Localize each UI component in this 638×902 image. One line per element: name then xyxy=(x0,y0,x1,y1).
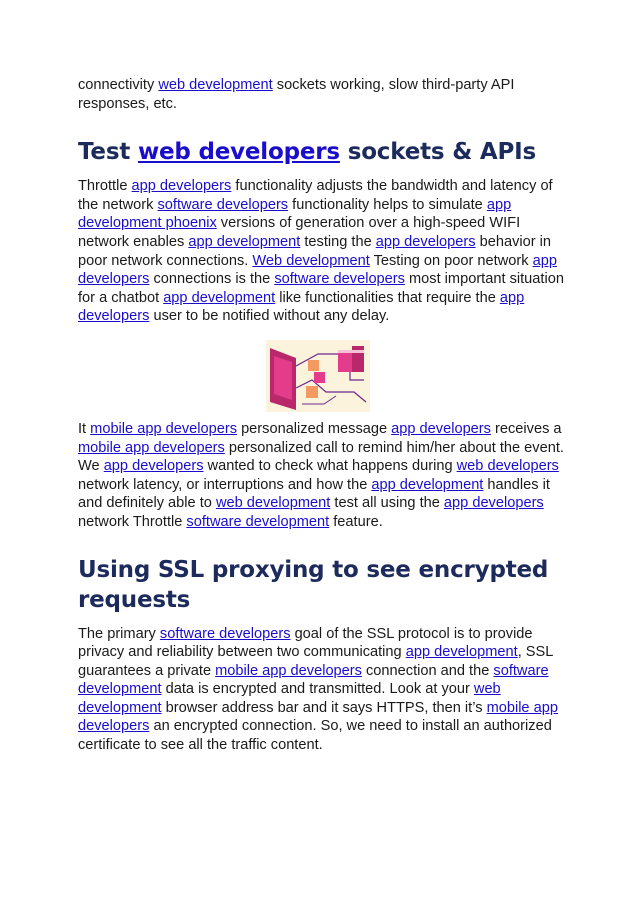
text-run: most important situation for a chatbot xyxy=(78,271,564,306)
heading-text: sockets & APIs xyxy=(339,139,536,166)
link-software-development[interactable]: software development xyxy=(186,513,330,530)
link-web-development[interactable]: Web development xyxy=(252,252,370,269)
network-illustration-svg xyxy=(266,340,370,412)
text-run: The primary xyxy=(78,625,160,642)
heading-text: Test xyxy=(78,139,138,166)
link-app-development[interactable]: app development xyxy=(405,644,518,661)
link-mobile-app-developers[interactable]: mobile app developers xyxy=(90,420,238,437)
text-run: Testing on poor network xyxy=(369,252,533,269)
text-run: functionality adjusts the bandwidth and latency of the network xyxy=(78,178,553,213)
illustration-server xyxy=(352,346,364,372)
text-run: network Throttle xyxy=(78,513,187,530)
text-run: feature. xyxy=(329,513,383,530)
illustration-cube xyxy=(314,372,325,383)
illustration-cube xyxy=(306,386,318,398)
text-run: functionality helps to simulate xyxy=(288,196,487,213)
link-software-developers[interactable]: software developers xyxy=(274,271,405,288)
link-app-developers[interactable]: app developers xyxy=(443,495,544,512)
text-run: goal of the SSL protocol is to provide privacy and reliability between two communicating xyxy=(78,625,533,661)
text-run: network latency, or interruptions and how the xyxy=(78,476,372,493)
link-app-development[interactable]: app development xyxy=(163,289,276,306)
text-run: test all using the xyxy=(330,495,444,512)
link-mobile-app-developers[interactable]: mobile app developers xyxy=(78,439,225,456)
link-app-developers[interactable]: app developers xyxy=(375,233,476,250)
link-web-development[interactable]: web development xyxy=(158,77,273,93)
text-run: connection and the xyxy=(361,662,494,679)
illustration-server xyxy=(338,350,352,372)
text-run: personalized call to remind him/her about the event. We xyxy=(78,439,564,475)
personalized-message-paragraph xyxy=(78,420,568,532)
throttle-paragraph xyxy=(78,177,568,326)
text-run: versions of generation over a high-speed WIFI network enables xyxy=(78,215,521,250)
link-software-developers[interactable]: software developers xyxy=(157,196,289,213)
text-run: connections is the xyxy=(149,271,275,288)
link-app-development[interactable]: app development xyxy=(188,233,301,250)
heading-ssl-proxying: Using SSL proxying to see encrypted requests xyxy=(78,556,549,613)
text-run: user to be notified without any delay. xyxy=(149,308,390,325)
network-illustration-image xyxy=(266,340,370,412)
intro-paragraph xyxy=(78,76,568,113)
text-run: It xyxy=(78,420,91,437)
link-mobile-app-developers[interactable]: mobile app developers xyxy=(78,699,558,735)
link-web-development[interactable]: web development xyxy=(215,495,331,512)
link-app-developers[interactable]: app developers xyxy=(391,420,491,437)
link-web-developers[interactable]: web developers xyxy=(456,458,559,475)
heading-test-sockets xyxy=(78,137,568,167)
text-run: handles it and definitely able to xyxy=(78,476,550,512)
ssl-protocol-paragraph xyxy=(78,625,568,755)
text-run: , SSL guarantees a private xyxy=(78,644,553,679)
article-content xyxy=(78,76,568,755)
link-app-developers[interactable]: app developers xyxy=(78,289,525,325)
text-run: connectivity xyxy=(78,77,159,93)
text-run: receives a xyxy=(490,420,562,437)
heading-link-web-developers[interactable]: web developers xyxy=(137,139,340,166)
illustration-cube xyxy=(308,360,319,371)
link-app-development-phoenix[interactable]: app development phoenix xyxy=(78,196,512,232)
link-web-development[interactable]: web development xyxy=(78,681,501,716)
text-run: like functionalities that require the xyxy=(275,289,500,306)
link-software-development[interactable]: software development xyxy=(78,662,549,698)
text-run: behavior in poor network connections. xyxy=(78,233,552,269)
text-run: sockets working, slow third-party API responses, etc. xyxy=(78,77,515,112)
link-mobile-app-developers[interactable]: mobile app developers xyxy=(215,662,362,679)
link-app-developers[interactable]: app developers xyxy=(131,178,232,195)
link-software-developers[interactable]: software developers xyxy=(159,625,291,642)
text-run: data is encrypted and transmitted. Look at your xyxy=(161,681,474,698)
text-run: personalized message xyxy=(237,420,392,437)
illustration-panel-inner xyxy=(274,356,292,400)
text-run: wanted to check what happens during xyxy=(203,458,457,475)
link-app-developers[interactable]: app developers xyxy=(78,252,557,288)
link-app-development[interactable]: app development xyxy=(371,476,484,493)
text-run: Throttle xyxy=(78,178,132,195)
illustration-server-top xyxy=(338,350,364,353)
text-run: testing the xyxy=(300,233,376,250)
link-app-developers[interactable]: app developers xyxy=(103,458,204,475)
text-run: an encrypted connection. So, we need to install an authorized certificate to see all the traffic content. xyxy=(78,718,552,754)
text-run: browser address bar and it says HTTPS, then it’s xyxy=(161,699,487,716)
